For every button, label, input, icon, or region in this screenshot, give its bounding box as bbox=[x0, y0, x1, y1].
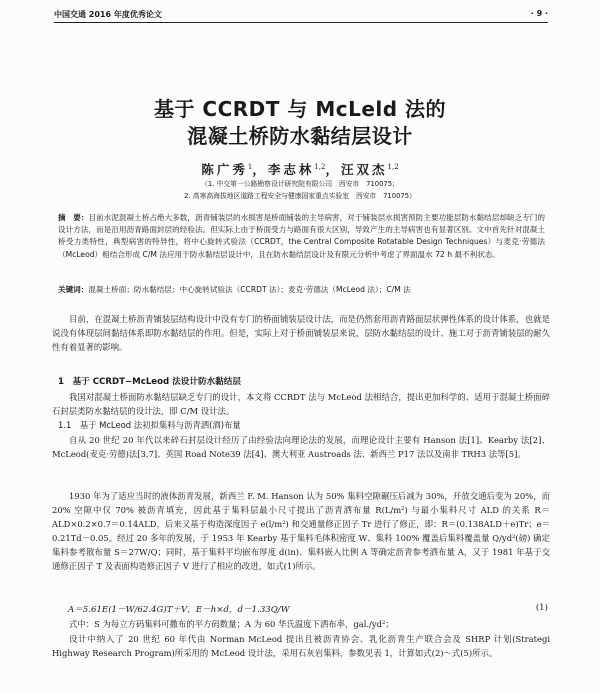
affiliation-2: 2. 高寒高海拔地区道路工程安全与健康国家重点实验室 西安市 710075） bbox=[184, 192, 416, 200]
mcleod-paragraph: 设计中纳入了 20 世纪 60 年代由 Norman McLeod 提出且被沥青协会、乳化沥青生产联合会及 SHRP 计划(Strategi Highway Research Program)所采用的 McLeod 设计法，采用石灰岩集料，参数见表 1，计算如式(2)～式(5)所示。 bbox=[52, 634, 550, 658]
header-rule bbox=[54, 22, 548, 23]
author-list bbox=[0, 160, 600, 178]
author-affiliation-mark: 1 bbox=[247, 162, 253, 171]
equation-1 bbox=[68, 603, 548, 617]
keywords-label: 关键词： bbox=[58, 285, 89, 294]
section-heading: 1 基于 CCRDT−McLeod 法设计防水黏结层 bbox=[58, 377, 241, 387]
abstract bbox=[58, 212, 545, 261]
abstract-text: 目前水泥混凝土桥占绝大多数，沥青铺装层的水损害是桥面铺装的主导病害，对于铺装层水损害预防主要功能层防水黏结层却缺乏专门的设计方法，而是沿用沥青路面封层的经验法。但实际上由于桥面受力与路面有很大区别，导致产生的主导病害也有显著区别。文中首先针对混凝土桥受力类特性，典型病害的特异性，将中心旋转式验法（CCRDT，the Central Composite Rotatable Design Techniques）与麦克·劳德法（McLeod）相结合形成 C/M 法应用于防水黏结层设计中，且在防水黏结层设计及有限元分析中考虑了界面温水 72 h 最不利状态。 bbox=[58, 213, 546, 259]
intro-paragraph: 目前，在混凝土桥沥青铺装层结构设计中没有专门的桥面铺装层设计法，而是仍然套用沥青路面层状弹性体系的设计体系，也就是说没有体现层间黏结体系即防水黏结层的作用。但是，实际上对于桥面铺装层来说，层防水黏结层的设计、施工对于沥青铺装层的耐久性有着显著的影响。 bbox=[52, 314, 550, 352]
history-paragraph: 自从 20 世纪 20 年代以来碎石封层设计经历了由经验法向理论法的发展，而理论设计主要有 Hanson 法[1]、Kearby 法[2]、McLeod(麦克·劳德)法[3,7]、英国 Road Note39 法[4]、澳大利亚 Austroads 法、新西兰 P17 法以及南非 TRH3 法等[5]。 bbox=[52, 435, 550, 459]
hanson-kearby-paragraph: 1930 年为了适应当时的液体沥青发展，新西兰 F. M. Hanson 认为 50% 集料空隙碾压后减为 30%，开放交通后变为 20%，而 20% 空隙中仅 70% 被沥青填充，因此基于集料层最小尺寸提出了沥青洒布量 R(L/m²) 与最小集料尺寸 ALD 的关系 R＝ALD×0.2×0.7＝0.14ALD，后来又基于构造深度因子 e(l/m²) 和交通量修正因子 Tr 进行了修正，即：R＝(0.138ALD＋e)Tr；e＝0.21Td－0.05。经过 20 多年的发展，于 1953 年 Kearby 基于集料毛体积密度 W、集料 100% 覆盖后集料覆盖量 Q/yd²(磅) 确定集料参考散布量 S＝27W/Q；同时，基于集料平均嵌布厚度 d(in)、集料嵌入比例 A 等确定沥青参考洒布量 A，又于 1981 年基于交通修正因子 T 及表面构造修正因子 V 进行了相应的改进，如式(1)所示。 bbox=[52, 491, 550, 571]
abstract-label: 摘 要： bbox=[58, 213, 89, 222]
author-separator: ， bbox=[325, 162, 341, 177]
author-name: 陈广秀 bbox=[201, 162, 248, 177]
author-name: 汪双杰 bbox=[341, 162, 388, 177]
author-affiliation-mark: 1,2 bbox=[387, 162, 399, 171]
author-name: 李志林 bbox=[267, 162, 315, 177]
subsection-heading: 1.1 基于 McLeod 法初拟集料与沥青洒(酒)布量 bbox=[58, 420, 241, 430]
page-number: · 9 · bbox=[530, 9, 548, 18]
author-separator: ， bbox=[252, 162, 268, 177]
author-affiliation-mark: 1,2 bbox=[314, 162, 326, 171]
section-paragraph: 我国对混凝土桥面防水黏结层缺乏专门的设计，本文将 CCRDT 法与 McLeod 法相结合，提出更加科学的、适用于混凝土桥面碎石封层类防水黏结层的设计法，即 C/M 设计法。 bbox=[52, 392, 550, 416]
equation-number: (1) bbox=[535, 603, 548, 613]
affiliation-1: （1. 中交第一公路勘察设计研究院有限公司 西安市 710075； bbox=[201, 180, 399, 188]
paper-title-line-1: 基于 CCRDT 与 McLeld 法的 bbox=[153, 97, 447, 121]
keywords bbox=[58, 284, 545, 295]
equation-legend: 式中：S 为每立方码集料可撒布的平方码数量；A 为 60 华氏温度下洒布率，gal./yd²； bbox=[69, 619, 394, 629]
keywords-text: 混凝土桥面；防水黏结层；中心旋转试验法（CCRDT 法）；麦克·劳德法（McLeod 法）；C/M 法 bbox=[88, 285, 411, 294]
equation-body: A＝5.61E(1－W/62.4G)T＋V，E－h×d，d－1.33Q/W bbox=[68, 605, 290, 615]
paper-title-line-2: 混凝土桥防水黏结层设计 bbox=[187, 124, 413, 148]
running-header bbox=[54, 9, 548, 23]
journal-name: 中国交通 2016 年度优秀论文 bbox=[54, 10, 162, 19]
